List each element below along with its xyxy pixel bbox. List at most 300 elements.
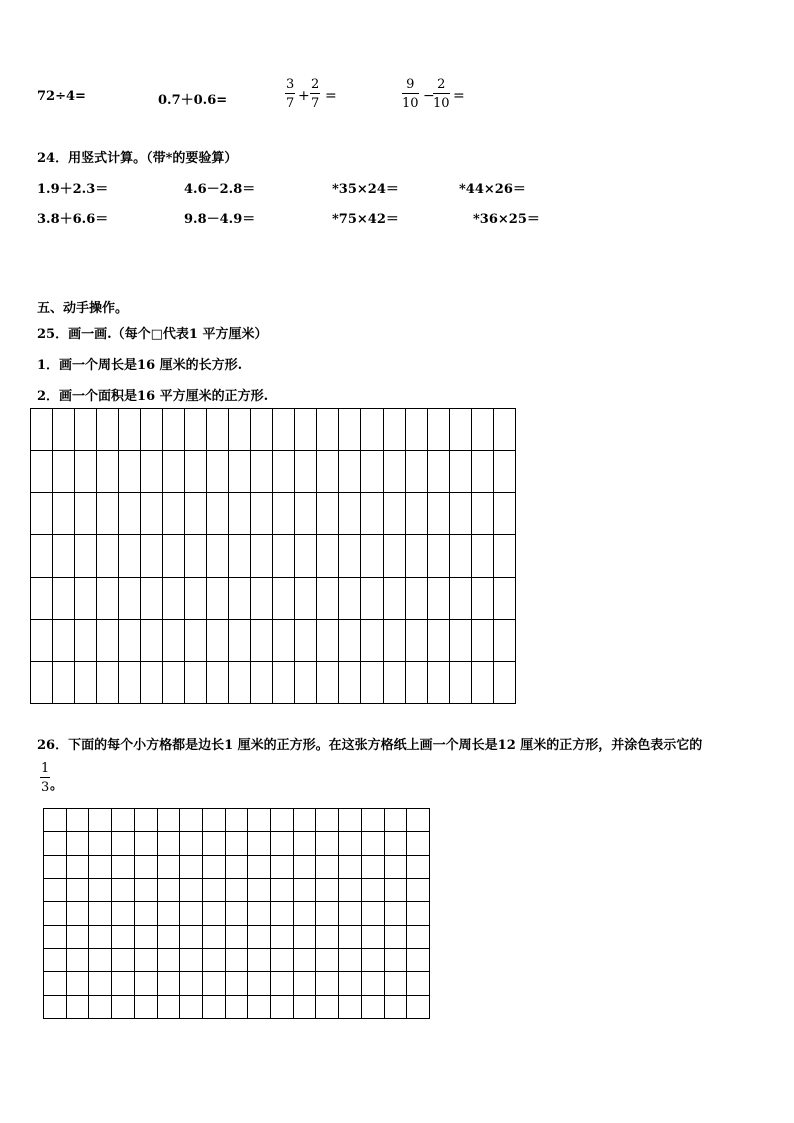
- grid-cell[interactable]: [361, 619, 383, 661]
- grid-cell[interactable]: [273, 577, 295, 619]
- grid-cell[interactable]: [185, 451, 207, 493]
- grid-cell[interactable]: [141, 409, 163, 451]
- grid-cell[interactable]: [295, 661, 317, 703]
- grid-cell[interactable]: [180, 832, 203, 855]
- grid-cell[interactable]: [295, 577, 317, 619]
- grid-cell[interactable]: [207, 619, 229, 661]
- grid-cell[interactable]: [134, 832, 157, 855]
- grid-cell[interactable]: [157, 972, 180, 995]
- grid-cell[interactable]: [89, 832, 112, 855]
- grid-cell[interactable]: [271, 902, 294, 925]
- grid-cell[interactable]: [207, 535, 229, 577]
- grid-cell[interactable]: [75, 493, 97, 535]
- grid-cell[interactable]: [493, 661, 515, 703]
- grid-cell[interactable]: [202, 995, 225, 1018]
- grid-cell[interactable]: [427, 451, 449, 493]
- grid-cell[interactable]: [273, 619, 295, 661]
- grid-cell[interactable]: [180, 972, 203, 995]
- grid-cell[interactable]: [229, 535, 251, 577]
- grid-cell[interactable]: [53, 619, 75, 661]
- grid-cell[interactable]: [75, 619, 97, 661]
- grid-cell[interactable]: [271, 832, 294, 855]
- grid-cell[interactable]: [119, 451, 141, 493]
- grid-cell[interactable]: [271, 809, 294, 832]
- grid-cell[interactable]: [405, 409, 427, 451]
- grid-cell[interactable]: [185, 409, 207, 451]
- grid-cell[interactable]: [251, 409, 273, 451]
- grid-cell[interactable]: [202, 832, 225, 855]
- grid-cell[interactable]: [339, 493, 361, 535]
- grid-cell[interactable]: [89, 809, 112, 832]
- grid-cell[interactable]: [273, 493, 295, 535]
- grid-cell[interactable]: [229, 493, 251, 535]
- grid-cell[interactable]: [225, 925, 248, 948]
- grid-cell[interactable]: [383, 535, 405, 577]
- grid-cell[interactable]: [427, 535, 449, 577]
- grid-cell[interactable]: [31, 661, 53, 703]
- grid-cell[interactable]: [180, 809, 203, 832]
- grid-cell[interactable]: [134, 809, 157, 832]
- grid-cell[interactable]: [317, 619, 339, 661]
- grid-cell[interactable]: [44, 925, 67, 948]
- grid-cell[interactable]: [407, 855, 430, 878]
- grid-cell[interactable]: [157, 855, 180, 878]
- grid-cell[interactable]: [66, 972, 89, 995]
- grid-cell[interactable]: [405, 535, 427, 577]
- grid-cell[interactable]: [471, 535, 493, 577]
- grid-cell[interactable]: [449, 577, 471, 619]
- grid-cell[interactable]: [225, 809, 248, 832]
- grid-cell[interactable]: [119, 661, 141, 703]
- grid-cell[interactable]: [271, 925, 294, 948]
- grid-cell[interactable]: [180, 995, 203, 1018]
- grid-cell[interactable]: [405, 493, 427, 535]
- grid-cell[interactable]: [471, 577, 493, 619]
- grid-cell[interactable]: [317, 661, 339, 703]
- grid-cell[interactable]: [273, 661, 295, 703]
- grid-cell[interactable]: [157, 948, 180, 971]
- grid-cell[interactable]: [293, 972, 316, 995]
- grid-cell[interactable]: [180, 925, 203, 948]
- grid-cell[interactable]: [383, 451, 405, 493]
- grid-cell[interactable]: [207, 409, 229, 451]
- grid-cell[interactable]: [119, 493, 141, 535]
- grid-cell[interactable]: [163, 451, 185, 493]
- grid-cell[interactable]: [293, 995, 316, 1018]
- grid-cell[interactable]: [53, 577, 75, 619]
- grid-cell[interactable]: [185, 493, 207, 535]
- grid-cell[interactable]: [361, 577, 383, 619]
- grid-cell[interactable]: [316, 995, 339, 1018]
- grid-cell[interactable]: [407, 809, 430, 832]
- grid-cell[interactable]: [207, 493, 229, 535]
- grid-cell[interactable]: [251, 577, 273, 619]
- grid-cell[interactable]: [202, 925, 225, 948]
- grid-cell[interactable]: [383, 577, 405, 619]
- grid-cell[interactable]: [271, 878, 294, 901]
- grid-cell[interactable]: [44, 902, 67, 925]
- grid-cell[interactable]: [384, 995, 407, 1018]
- grid-cell[interactable]: [119, 577, 141, 619]
- grid-cell[interactable]: [317, 535, 339, 577]
- grid-cell[interactable]: [407, 995, 430, 1018]
- grid-cell[interactable]: [229, 619, 251, 661]
- grid-cell[interactable]: [405, 577, 427, 619]
- grid-cell[interactable]: [339, 948, 362, 971]
- grid-cell[interactable]: [248, 948, 271, 971]
- grid-cell[interactable]: [493, 535, 515, 577]
- grid-cell[interactable]: [407, 972, 430, 995]
- grid-cell[interactable]: [163, 661, 185, 703]
- grid-cell[interactable]: [361, 902, 384, 925]
- grid-cell[interactable]: [407, 925, 430, 948]
- grid-cell[interactable]: [112, 995, 135, 1018]
- grid-cell[interactable]: [112, 878, 135, 901]
- grid-cell[interactable]: [225, 995, 248, 1018]
- grid-cell[interactable]: [134, 878, 157, 901]
- grid-cell[interactable]: [361, 661, 383, 703]
- grid-cell[interactable]: [407, 878, 430, 901]
- grid-cell[interactable]: [361, 832, 384, 855]
- grid-cell[interactable]: [407, 902, 430, 925]
- grid-cell[interactable]: [112, 855, 135, 878]
- grid-cell[interactable]: [163, 577, 185, 619]
- grid-cell[interactable]: [407, 832, 430, 855]
- grid-cell[interactable]: [317, 451, 339, 493]
- grid-paper-25[interactable]: [30, 408, 516, 704]
- grid-cell[interactable]: [273, 535, 295, 577]
- grid-cell[interactable]: [248, 972, 271, 995]
- grid-cell[interactable]: [384, 855, 407, 878]
- grid-cell[interactable]: [75, 409, 97, 451]
- grid-cell[interactable]: [112, 809, 135, 832]
- grid-cell[interactable]: [97, 493, 119, 535]
- grid-cell[interactable]: [75, 451, 97, 493]
- grid-cell[interactable]: [53, 493, 75, 535]
- grid-cell[interactable]: [112, 972, 135, 995]
- grid-cell[interactable]: [361, 995, 384, 1018]
- grid-cell[interactable]: [229, 451, 251, 493]
- grid-cell[interactable]: [141, 451, 163, 493]
- grid-cell[interactable]: [66, 855, 89, 878]
- grid-cell[interactable]: [293, 809, 316, 832]
- grid-cell[interactable]: [405, 619, 427, 661]
- grid-cell[interactable]: [229, 661, 251, 703]
- grid-cell[interactable]: [361, 878, 384, 901]
- grid-cell[interactable]: [449, 535, 471, 577]
- grid-cell[interactable]: [89, 878, 112, 901]
- grid-cell[interactable]: [202, 809, 225, 832]
- grid-cell[interactable]: [66, 878, 89, 901]
- grid-cell[interactable]: [163, 493, 185, 535]
- grid-cell[interactable]: [384, 948, 407, 971]
- grid-cell[interactable]: [134, 972, 157, 995]
- grid-cell[interactable]: [361, 809, 384, 832]
- grid-cell[interactable]: [339, 995, 362, 1018]
- grid-cell[interactable]: [75, 535, 97, 577]
- grid-cell[interactable]: [157, 902, 180, 925]
- grid-cell[interactable]: [383, 493, 405, 535]
- grid-cell[interactable]: [449, 451, 471, 493]
- grid-cell[interactable]: [339, 832, 362, 855]
- grid-cell[interactable]: [405, 451, 427, 493]
- grid-cell[interactable]: [97, 409, 119, 451]
- grid-cell[interactable]: [471, 619, 493, 661]
- grid-cell[interactable]: [384, 902, 407, 925]
- grid-cell[interactable]: [384, 972, 407, 995]
- grid-cell[interactable]: [339, 577, 361, 619]
- grid-cell[interactable]: [251, 535, 273, 577]
- grid-cell[interactable]: [44, 832, 67, 855]
- grid-cell[interactable]: [31, 619, 53, 661]
- grid-cell[interactable]: [471, 493, 493, 535]
- grid-cell[interactable]: [163, 409, 185, 451]
- grid-cell[interactable]: [31, 577, 53, 619]
- grid-cell[interactable]: [202, 948, 225, 971]
- grid-cell[interactable]: [75, 577, 97, 619]
- grid-cell[interactable]: [248, 925, 271, 948]
- grid-cell[interactable]: [293, 832, 316, 855]
- grid-cell[interactable]: [248, 902, 271, 925]
- grid-cell[interactable]: [271, 948, 294, 971]
- grid-cell[interactable]: [251, 661, 273, 703]
- grid-cell[interactable]: [180, 878, 203, 901]
- grid-cell[interactable]: [66, 809, 89, 832]
- grid-cell[interactable]: [273, 451, 295, 493]
- grid-cell[interactable]: [248, 809, 271, 832]
- grid-cell[interactable]: [141, 493, 163, 535]
- grid-cell[interactable]: [141, 661, 163, 703]
- grid-cell[interactable]: [112, 832, 135, 855]
- grid-cell[interactable]: [293, 948, 316, 971]
- grid-cell[interactable]: [251, 619, 273, 661]
- grid-cell[interactable]: [339, 902, 362, 925]
- grid-cell[interactable]: [384, 809, 407, 832]
- grid-cell[interactable]: [449, 619, 471, 661]
- grid-cell[interactable]: [361, 972, 384, 995]
- grid-cell[interactable]: [427, 409, 449, 451]
- grid-cell[interactable]: [339, 661, 361, 703]
- grid-cell[interactable]: [295, 451, 317, 493]
- grid-cell[interactable]: [89, 972, 112, 995]
- grid-cell[interactable]: [383, 619, 405, 661]
- grid-cell[interactable]: [185, 535, 207, 577]
- grid-cell[interactable]: [53, 409, 75, 451]
- grid-cell[interactable]: [383, 409, 405, 451]
- grid-cell[interactable]: [361, 855, 384, 878]
- grid-cell[interactable]: [471, 661, 493, 703]
- grid-cell[interactable]: [361, 535, 383, 577]
- grid-cell[interactable]: [97, 577, 119, 619]
- grid-cell[interactable]: [97, 619, 119, 661]
- grid-cell[interactable]: [384, 832, 407, 855]
- grid-cell[interactable]: [119, 409, 141, 451]
- grid-cell[interactable]: [225, 855, 248, 878]
- grid-cell[interactable]: [293, 925, 316, 948]
- grid-cell[interactable]: [293, 878, 316, 901]
- grid-cell[interactable]: [53, 535, 75, 577]
- grid-cell[interactable]: [449, 661, 471, 703]
- grid-cell[interactable]: [317, 577, 339, 619]
- grid-cell[interactable]: [141, 577, 163, 619]
- grid-cell[interactable]: [163, 619, 185, 661]
- grid-cell[interactable]: [316, 809, 339, 832]
- grid-cell[interactable]: [134, 948, 157, 971]
- grid-cell[interactable]: [53, 661, 75, 703]
- grid-cell[interactable]: [339, 925, 362, 948]
- grid-cell[interactable]: [31, 451, 53, 493]
- grid-cell[interactable]: [251, 493, 273, 535]
- grid-cell[interactable]: [157, 878, 180, 901]
- grid-cell[interactable]: [185, 661, 207, 703]
- grid-cell[interactable]: [248, 832, 271, 855]
- grid-cell[interactable]: [97, 451, 119, 493]
- grid-cell[interactable]: [31, 409, 53, 451]
- grid-cell[interactable]: [339, 535, 361, 577]
- grid-cell[interactable]: [97, 535, 119, 577]
- grid-cell[interactable]: [339, 451, 361, 493]
- grid-cell[interactable]: [89, 995, 112, 1018]
- grid-cell[interactable]: [202, 855, 225, 878]
- grid-cell[interactable]: [361, 925, 384, 948]
- grid-cell[interactable]: [449, 493, 471, 535]
- grid-cell[interactable]: [185, 619, 207, 661]
- grid-cell[interactable]: [163, 535, 185, 577]
- grid-cell[interactable]: [207, 577, 229, 619]
- grid-cell[interactable]: [157, 832, 180, 855]
- grid-cell[interactable]: [295, 409, 317, 451]
- grid-cell[interactable]: [316, 832, 339, 855]
- grid-cell[interactable]: [75, 661, 97, 703]
- grid-cell[interactable]: [316, 902, 339, 925]
- grid-cell[interactable]: [53, 451, 75, 493]
- grid-cell[interactable]: [339, 409, 361, 451]
- grid-cell[interactable]: [317, 493, 339, 535]
- grid-cell[interactable]: [44, 995, 67, 1018]
- grid-cell[interactable]: [316, 855, 339, 878]
- grid-cell[interactable]: [339, 809, 362, 832]
- grid-cell[interactable]: [271, 855, 294, 878]
- grid-cell[interactable]: [339, 878, 362, 901]
- grid-cell[interactable]: [66, 925, 89, 948]
- grid-cell[interactable]: [229, 577, 251, 619]
- grid-cell[interactable]: [471, 451, 493, 493]
- grid-cell[interactable]: [66, 902, 89, 925]
- grid-cell[interactable]: [89, 902, 112, 925]
- grid-cell[interactable]: [407, 948, 430, 971]
- grid-cell[interactable]: [316, 948, 339, 971]
- grid-cell[interactable]: [248, 878, 271, 901]
- grid-cell[interactable]: [66, 948, 89, 971]
- grid-cell[interactable]: [180, 855, 203, 878]
- grid-paper-26[interactable]: [43, 808, 430, 1019]
- grid-cell[interactable]: [383, 661, 405, 703]
- grid-cell[interactable]: [225, 902, 248, 925]
- grid-cell[interactable]: [493, 409, 515, 451]
- grid-cell[interactable]: [207, 661, 229, 703]
- grid-cell[interactable]: [271, 972, 294, 995]
- grid-cell[interactable]: [493, 577, 515, 619]
- grid-cell[interactable]: [134, 855, 157, 878]
- grid-cell[interactable]: [493, 493, 515, 535]
- grid-cell[interactable]: [44, 972, 67, 995]
- grid-cell[interactable]: [180, 902, 203, 925]
- grid-cell[interactable]: [361, 948, 384, 971]
- grid-cell[interactable]: [248, 995, 271, 1018]
- grid-cell[interactable]: [225, 878, 248, 901]
- grid-cell[interactable]: [157, 995, 180, 1018]
- grid-cell[interactable]: [225, 832, 248, 855]
- grid-cell[interactable]: [180, 948, 203, 971]
- grid-cell[interactable]: [339, 855, 362, 878]
- grid-cell[interactable]: [119, 535, 141, 577]
- grid-cell[interactable]: [316, 925, 339, 948]
- grid-cell[interactable]: [202, 972, 225, 995]
- grid-cell[interactable]: [427, 619, 449, 661]
- grid-cell[interactable]: [134, 925, 157, 948]
- grid-cell[interactable]: [207, 451, 229, 493]
- grid-cell[interactable]: [31, 493, 53, 535]
- grid-cell[interactable]: [449, 409, 471, 451]
- grid-cell[interactable]: [89, 925, 112, 948]
- grid-cell[interactable]: [361, 409, 383, 451]
- grid-cell[interactable]: [44, 948, 67, 971]
- grid-cell[interactable]: [384, 878, 407, 901]
- grid-cell[interactable]: [112, 902, 135, 925]
- grid-cell[interactable]: [405, 661, 427, 703]
- grid-cell[interactable]: [316, 972, 339, 995]
- grid-cell[interactable]: [44, 809, 67, 832]
- grid-cell[interactable]: [361, 451, 383, 493]
- grid-cell[interactable]: [361, 493, 383, 535]
- grid-cell[interactable]: [31, 535, 53, 577]
- grid-cell[interactable]: [493, 451, 515, 493]
- grid-cell[interactable]: [44, 855, 67, 878]
- grid-cell[interactable]: [202, 878, 225, 901]
- grid-cell[interactable]: [427, 493, 449, 535]
- grid-cell[interactable]: [384, 925, 407, 948]
- grid-cell[interactable]: [141, 619, 163, 661]
- grid-cell[interactable]: [273, 409, 295, 451]
- grid-cell[interactable]: [493, 619, 515, 661]
- grid-cell[interactable]: [89, 948, 112, 971]
- grid-cell[interactable]: [251, 451, 273, 493]
- grid-cell[interactable]: [112, 948, 135, 971]
- grid-cell[interactable]: [339, 972, 362, 995]
- grid-cell[interactable]: [317, 409, 339, 451]
- grid-cell[interactable]: [293, 855, 316, 878]
- grid-cell[interactable]: [225, 972, 248, 995]
- grid-cell[interactable]: [157, 925, 180, 948]
- grid-cell[interactable]: [295, 619, 317, 661]
- grid-cell[interactable]: [157, 809, 180, 832]
- grid-cell[interactable]: [471, 409, 493, 451]
- grid-cell[interactable]: [271, 995, 294, 1018]
- grid-cell[interactable]: [44, 878, 67, 901]
- grid-cell[interactable]: [66, 995, 89, 1018]
- grid-cell[interactable]: [293, 902, 316, 925]
- grid-cell[interactable]: [112, 925, 135, 948]
- grid-cell[interactable]: [339, 619, 361, 661]
- grid-cell[interactable]: [119, 619, 141, 661]
- grid-cell[interactable]: [97, 661, 119, 703]
- grid-cell[interactable]: [134, 995, 157, 1018]
- grid-cell[interactable]: [185, 577, 207, 619]
- grid-cell[interactable]: [229, 409, 251, 451]
- grid-cell[interactable]: [248, 855, 271, 878]
- grid-cell[interactable]: [427, 661, 449, 703]
- grid-cell[interactable]: [295, 493, 317, 535]
